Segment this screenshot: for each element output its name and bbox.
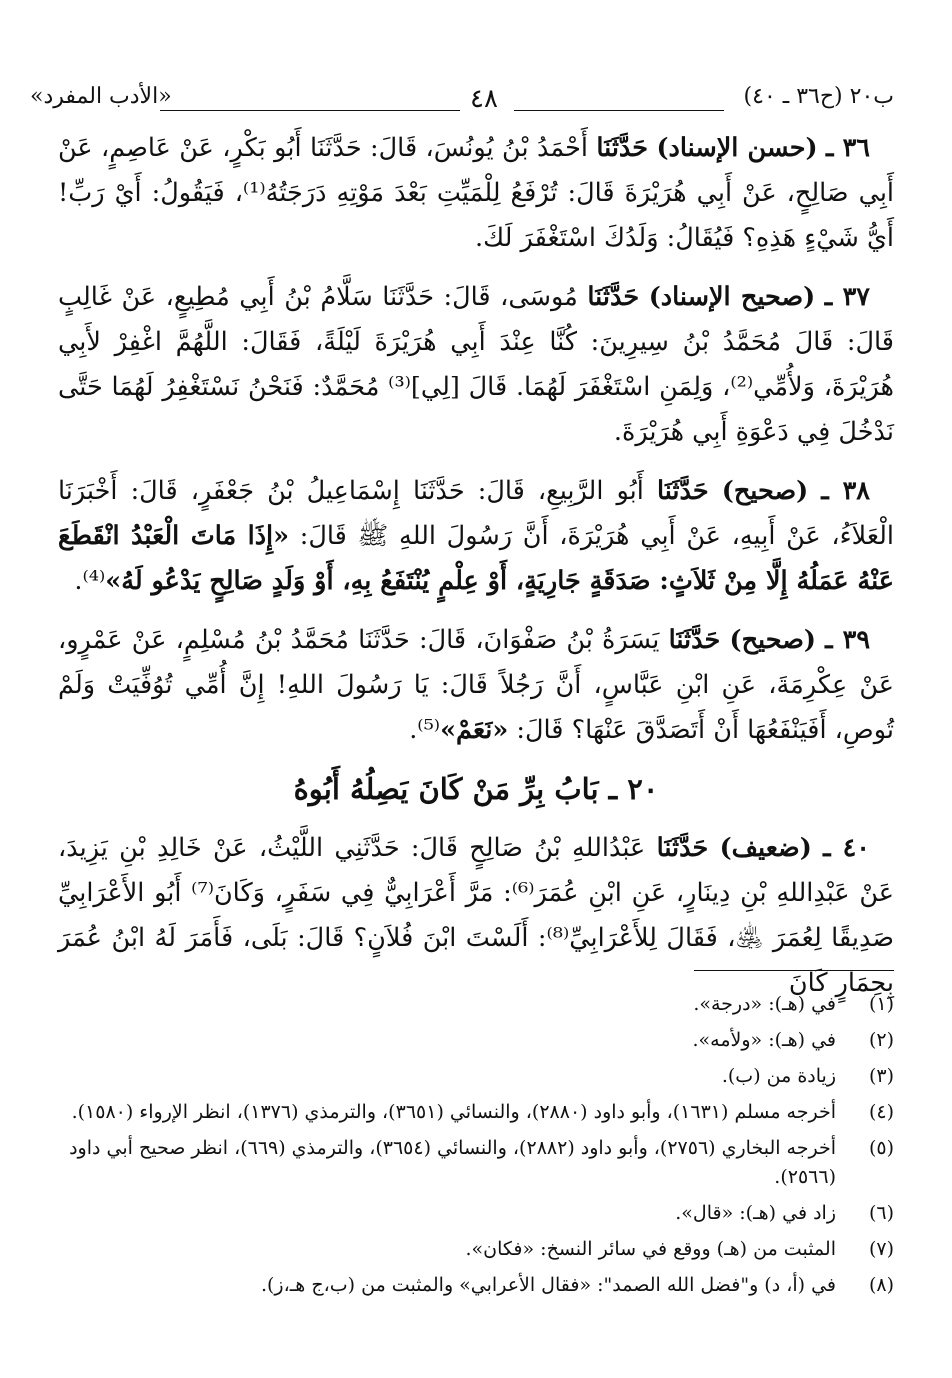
- hadith-grade: (ضعيف): [719, 833, 812, 863]
- hadith-38: [58, 469, 894, 604]
- chapter-reference: ب٢٠ (ح٣٦ ـ ٤٠): [743, 84, 894, 109]
- footnote-item: [58, 1062, 894, 1091]
- header-rule-left: [160, 110, 460, 111]
- hadith-text: عَبْدُاللهِ بْنُ صَالِحٍ قَالَ: حَدَّثَنِي اللَّيْثُ، عَنْ خَالِدِ بْنِ يَزِيدَ، عَنْ عَبْدِاللهِ بْنِ دِينَارٍ، عَنِ ابْنِ عُمَرَ⁽⁶⁾: مَرَّ أَعْرَابِيٌّ فِي سَفَرٍ، وَكَانَ⁽⁷⁾ أَبُو الأَعْرَابِيِّ صَدِيقًا لِعُمَرَ ﵁، فَقَالَ لِلأَعْرَابِيِّ⁽⁸⁾: أَلَسْتَ ابْنَ فُلاَنٍ؟ قَالَ: بَلَى، فَأَمَرَ لَهُ ابْنُ عُمَرَ بِحِمَارٍ كَانَ: [58, 833, 895, 998]
- footnote-item: [58, 1271, 894, 1300]
- book-title: «الأدب المفرد»: [30, 84, 172, 109]
- hadith-number: ٣٨ ـ: [821, 476, 870, 506]
- hadith-40: [58, 826, 894, 1006]
- footnote-text: أخرجه البخاري (٢٧٥٦)، وأبو داود (٢٨٨٢)، والنسائي (٣٦٥٤)، والترمذي (٦٦٩)، انظر صحيح أبي داود (٢٥٦٦).: [69, 1137, 836, 1188]
- hadith-39: [58, 618, 894, 753]
- narration-opening: حَدَّثَنَا: [587, 282, 640, 312]
- hadith-number: ٤٠ ـ: [823, 833, 871, 863]
- chapter-heading: ٢٠ ـ بَابُ بِرِّ مَنْ كَانَ يَصِلُهُ أَبُوهُ: [293, 772, 659, 806]
- hadith-text: أَحْمَدُ بْنُ يُونُسَ، قَالَ: حَدَّثَنَا أَبُو بَكْرٍ، عَنْ عَاصِمٍ، عَنْ أَبِي صَالِحٍ، عَنْ أَبِي هُرَيْرَةَ قَالَ: تُرْفَعُ لِلْمَيِّتِ بَعْدَ مَوْتِهِ دَرَجَتُهُ⁽¹⁾، فَيَقُولُ: أَيْ رَبِّ! أَيُّ شَيْءٍ هَذِهِ؟ فَيُقَالُ: وَلَدُكَ اسْتَغْفَرَ لَكَ.: [58, 133, 894, 253]
- hadith-grade: (صحيح): [729, 625, 816, 655]
- footnote-item: [58, 1134, 894, 1192]
- hadith-text: يَسَرَةُ بْنُ صَفْوَانَ، قَالَ: حَدَّثَنَا مُحَمَّدُ بْنُ مُسْلِمٍ، عَنْ عَمْرٍو، عَنْ عِكْرِمَةَ، عَنِ ابْنِ عَبَّاسٍ، أَنَّ رَجُلاً قَالَ: يَا رَسُولَ اللهِ! إِنَّ أُمِّي تُوُفِّيَتْ وَلَمْ تُوصِ، أَفَيَنْفَعُهَا أَنْ أَتَصَدَّقَ عَنْهَا؟ قَالَ:: [58, 625, 894, 745]
- prophetic-quote: «إِذَا مَاتَ الْعَبْدُ انْقَطَعَ عَنْهُ عَمَلُهُ إِلَّا مِنْ ثَلاَثٍ: صَدَقَةٍ جَارِيَةٍ، أَوْ عِلْمٍ يُنْتَفَعُ بِهِ، أَوْ وَلَدٍ صَالِحٍ يَدْعُو لَهُ»: [58, 521, 894, 596]
- narration-opening: حَدَّثَنَا: [656, 476, 709, 506]
- footnote-item: [58, 1098, 894, 1127]
- footnote-text: في (أ، د) و"فضل الله الصمد": «فقال الأعرابي» والمثبت من (ب،ج هـ،ز).: [260, 1274, 836, 1296]
- footnote-text: زيادة من (ب).: [721, 1065, 836, 1087]
- hadith-grade: (صحيح): [721, 476, 809, 506]
- header-rule-right: [514, 110, 724, 111]
- footnote-number: (٥): [868, 1137, 894, 1159]
- footnote-number: (٢): [868, 1029, 894, 1051]
- hadith-number: ٣٧ ـ: [824, 282, 871, 312]
- footnote-item: [58, 1235, 894, 1264]
- page-header: [30, 84, 894, 124]
- footnote-number: (١): [868, 993, 894, 1015]
- footnote-number: (٣): [868, 1065, 894, 1087]
- hadith-37: [58, 275, 894, 455]
- hadith-36: [58, 126, 894, 261]
- footnote-number: (٦): [868, 1202, 894, 1224]
- hadith-number: ٣٩ ـ: [825, 625, 871, 655]
- page-number: ٤٨: [470, 84, 498, 114]
- footnote-ref: ⁽⁴⁾.: [74, 566, 106, 596]
- prophetic-quote: «نَعَمْ»: [440, 715, 509, 745]
- hadith-text: مُوسَى، قَالَ: حَدَّثَنَا سَلَّامُ بْنُ أَبِي مُطِيعٍ، عَنْ غَالِبٍ قَالَ: قَالَ مُحَمَّدُ بْنُ سِيرِينَ: كُنَّا عِنْدَ أَبِي هُرَيْرَةَ لَيْلَةً، فَقَالَ: اللَّهُمَّ اغْفِرْ لأَبِي هُرَيْرَةَ، وَلأُمِّي⁽²⁾، وَلِمَنِ اسْتَغْفَرَ لَهُمَا. قَالَ [لِي]⁽³⁾ مُحَمَّدٌ: فَنَحْنُ نَسْتَغْفِرُ لَهُمَا حَتَّى نَدْخُلَ فِي دَعْوَةِ أَبِي هُرَيْرَةَ.: [58, 282, 894, 447]
- footnote-item: [58, 1026, 894, 1055]
- footnote-item: [58, 990, 894, 1019]
- hadith-grade: (صحيح الإسناد): [648, 282, 816, 312]
- footnote-item: [58, 1199, 894, 1228]
- narration-opening: حَدَّثَنَا: [656, 833, 709, 863]
- footnote-separator: [694, 970, 894, 971]
- hadith-grade: (حسن الإسناد): [656, 133, 818, 163]
- footnote-text: زاد في (هـ): «قال».: [675, 1202, 836, 1224]
- footnote-text: في (هـ): «ولأمه».: [692, 1029, 836, 1051]
- hadith-text: أَبُو الرَّبِيعِ، قَالَ: حَدَّثَنَا إِسْمَاعِيلُ بْنُ جَعْفَرٍ، قَالَ: أَخْبَرَنَا الْعَلاَءُ، عَنْ أَبِيهِ، عَنْ أَبِي هُرَيْرَةَ، أَنَّ رَسُولَ اللهِ ﷺ قَالَ:: [58, 476, 894, 551]
- footnote-text: أخرجه مسلم (١٦٣١)، وأبو داود (٢٨٨٠)، والنسائي (٣٦٥١)، والترمذي (١٣٧٦)، انظر الإرواء (١٥٨٠).: [71, 1101, 836, 1123]
- footnotes: [58, 990, 894, 1307]
- footnote-text: المثبت من (هـ) ووقع في سائر النسخ: «فكان».: [465, 1238, 836, 1260]
- footnote-text: في (هـ): «درجة».: [693, 993, 836, 1015]
- narration-opening: حَدَّثَنَا: [668, 625, 721, 655]
- footnote-number: (٧): [868, 1238, 894, 1260]
- footnote-ref: ⁽⁵⁾.: [409, 715, 441, 745]
- footnote-number: (٨): [868, 1274, 894, 1296]
- hadith-number: ٣٦ ـ: [825, 133, 870, 163]
- main-text: [58, 126, 894, 1020]
- narration-opening: حَدَّثَنَا: [596, 133, 649, 163]
- footnote-number: (٤): [868, 1101, 894, 1123]
